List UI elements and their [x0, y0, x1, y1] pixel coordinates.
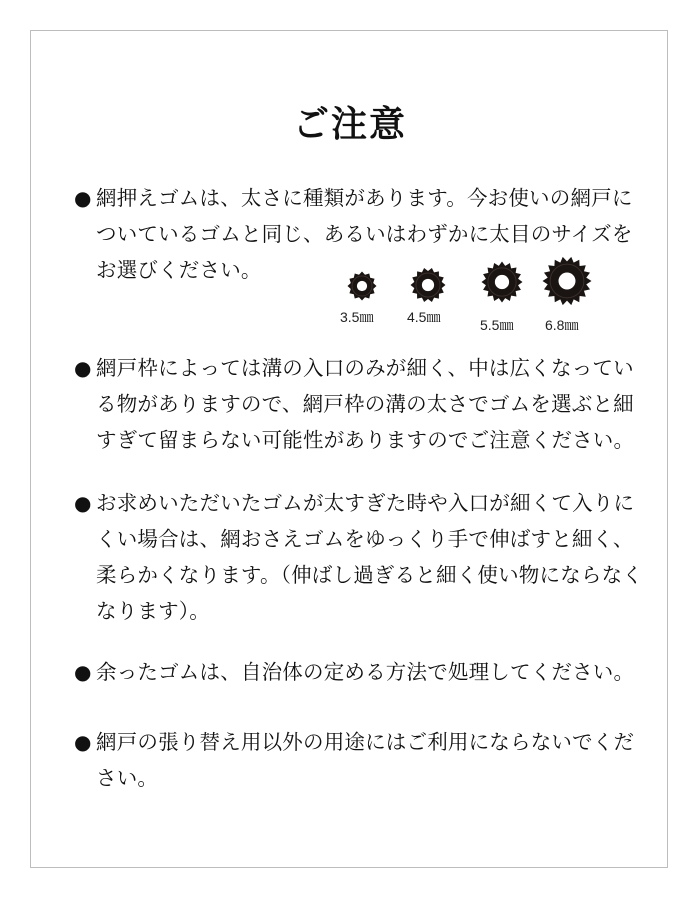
rubber-cross-section-icon: [542, 256, 592, 306]
notice-item: [74, 485, 644, 629]
bullet-icon: ●: [74, 660, 92, 684]
size-label: 5.5㎜: [480, 317, 514, 333]
notice-text: 網押えゴムは、太さに種類があります。今お使いの網戸についているゴムと同じ、あるいはわずかに太目のサイズをお選びください。: [96, 186, 633, 282]
size-label: 4.5㎜: [407, 309, 441, 325]
rubber-cross-section-icon: [347, 271, 377, 301]
bullet-icon: ●: [74, 730, 92, 754]
bullet-icon: ●: [74, 491, 92, 515]
notice-item: [74, 654, 644, 690]
notice-text: お求めいただいたゴムが太すぎた時や入口が細くて入りにくい場合は、網おさえゴムをゆっくり手で伸ばすと細く、柔らかくなります。（伸ばし過ぎると細く使い物にならなくなります）。: [96, 491, 644, 623]
notice-item: [74, 724, 644, 796]
page-title: ご注意: [292, 104, 407, 145]
rubber-size-diagram: [330, 255, 610, 335]
rubber-cross-section-icon: [410, 267, 446, 303]
notice-item: [74, 350, 644, 458]
bullet-icon: ●: [74, 356, 92, 380]
bullet-icon: ●: [74, 186, 92, 210]
notice-text: 網戸の張り替え用以外の用途にはご利用にならないでください。: [96, 730, 635, 790]
size-label: 6.8㎜: [545, 317, 579, 333]
rubber-cross-section-icon: [481, 261, 523, 303]
notice-text: 網戸枠によっては溝の入口のみが細く、中は広くなっている物がありますので、網戸枠の溝の太さでゴムを選ぶと細すぎて留まらない可能性がありますのでご注意ください。: [96, 356, 635, 452]
size-label: 3.5㎜: [340, 309, 374, 325]
notice-text: 余ったゴムは、自治体の定める方法で処理してください。: [96, 660, 635, 684]
